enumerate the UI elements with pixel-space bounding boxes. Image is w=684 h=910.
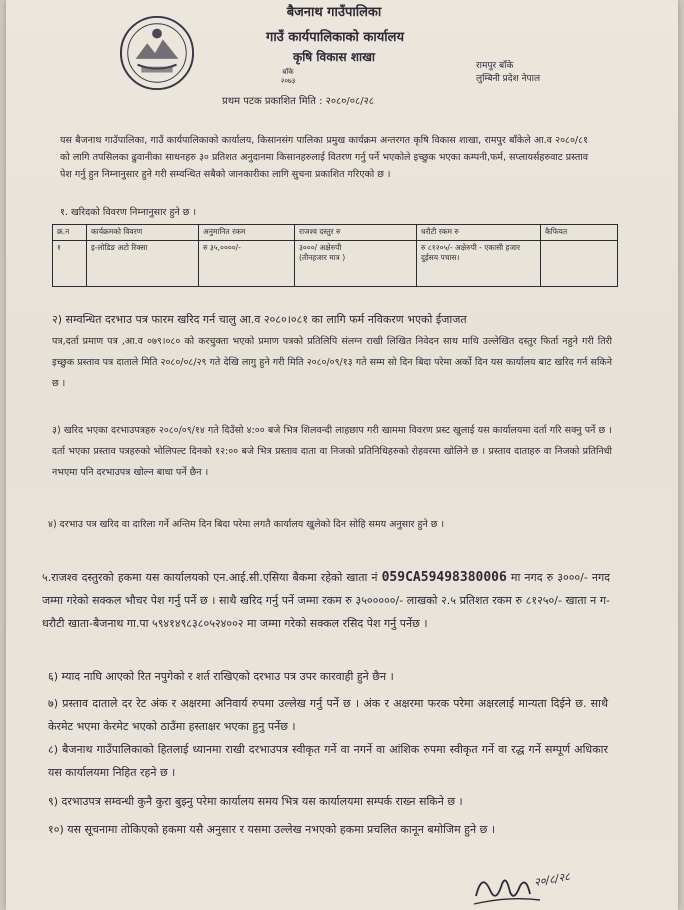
office-name: गाउँ कार्यपालिकाको कार्यालय bbox=[266, 30, 404, 45]
point-3: ३) खरिद भएका दरभाउपत्रहरु २०८०/०९/१४ गते दिउँसो ४:०० बजे भित्र शिलवन्दी लाहछाप गरी खाममा विवरण प्रस्ट खुलाई यस कार्यालयमा दर्ता गरि सक्नु पर्ने छ । दर्ता भएका प्रस्ताव पत्रहरुको भोलिपल्ट दिनको १२:०० बजे भित्र प्रस्ताव दाता वा निजको प्रतिनिधिहरुको रोहवरमा खोलिने छ । प्रस्ताव दाताहरु वा निजको प्रतिनिधी नभएमा पनि दरभाउपत्र खोल्न बाधा पर्ने छैन । bbox=[52, 425, 612, 478]
intro-paragraph: यस बैजनाथ गाउँपालिका, गाउँ कार्यपालिकाको कार्यालय, किसानसंग पालिका प्रमुख कार्यक्रम अन्तरगत कृषि विकास शाखा, रामपुर बाँकेले आ.व २०८०/८१ को लागि तपसिलका ढुवानीका साधनहरु ३० प्रतिशत अनुदानमा किसानहरुलाई वितरण गर्नु पर्ने भएकोले इच्छुक भएका कम्पनी,फर्म, सप्लायर्सहरुवाट प्रस्ताव पेश गर्नु हुन निम्नानुसार हुने गरी सम्वन्धित सबैको जानकारीका लागि सुचना प्रकाशित गरिएको छ । bbox=[60, 135, 588, 180]
fee-line1: ३०००/ अक्षेरुपी bbox=[299, 243, 342, 252]
table-cell-description: इ-लोडिङ अटो रिक्सा bbox=[87, 241, 199, 287]
table-cell-fee bbox=[295, 241, 417, 287]
table-cell-deposit: रु ८१२०५/- अक्षेरुपी - एकासी हजार दुईसय पचास। bbox=[417, 241, 541, 287]
address-line2: लुम्बिनी प्रदेश नेपाल bbox=[476, 74, 541, 84]
point-9: ९) दरभाउपत्र सम्वन्धी कुनै कुरा बुझ्नु परेमा कार्यालय समय भित्र यस कार्यालयमा सम्पर्क राख्न सकिने छ । bbox=[48, 795, 463, 808]
table-cell-amount: रु ३५,००००/- bbox=[199, 241, 295, 287]
municipality-emblem-icon bbox=[118, 14, 196, 92]
district-line1: बाँके bbox=[282, 68, 294, 76]
municipality-name: बैजनाथ गाउँपालिका bbox=[286, 5, 382, 20]
table-header: राजश्व दस्तुर रु bbox=[295, 225, 417, 241]
notice-page bbox=[6, 0, 678, 910]
point-5-body: मा नगद रु ३०००/- नगद जम्मा गरेको सक्कल भौचर पेश गर्नु पर्ने छ । साथै खरिद गर्नु पर्ने जम्मा रकम रु ३५०००००/- लाखको २.५ प्रतिशत रकम रु ८१२५०/- खाता न ग-धरौटी खाता-बैजनाथ गा.पा ५९४१४९८३८०५२४००२ मा जम्मा गरेको सक्कल रसिद पेश गर्नु पर्नेछ । bbox=[42, 571, 611, 630]
point-5 bbox=[42, 566, 610, 635]
point-1: १. खरिदको विवरण निम्नानुसार हुने छ । bbox=[60, 207, 197, 218]
table-header: क्र.न bbox=[53, 225, 87, 241]
table-cell-remarks bbox=[541, 241, 618, 287]
bank-account-number: 059CA59498380006 bbox=[381, 570, 507, 585]
office-address bbox=[476, 60, 540, 86]
point-5-lead: ५.राजश्व दस्तुरको हकमा यस कार्यालयको एन.आई.सी.एसिया बैकमा रहेको खाता नं bbox=[42, 571, 378, 584]
point-2 bbox=[52, 308, 612, 394]
point-6: ६) म्याद नाघि आएको रित नपुगेको र शर्त राखिएको दरभाउ पत्र उपर कारवाही हुने छैन । bbox=[48, 670, 394, 683]
branch-name: कृषि विकास शाखा bbox=[292, 50, 376, 64]
table-header: कैफियत bbox=[541, 225, 618, 241]
district-line2: २०७३ bbox=[280, 77, 296, 85]
point-8: ८) बैजनाथ गाउँपालिकाको हितलाई ध्यानमा राखी दरभाउपत्र स्वीकृत गर्ने वा नगर्ने वा आंशिक रुपमा स्वीकृत गर्ने वा रद्ध गर्ने सम्पूर्ण अधिकार यस कार्यालयमा निहित रहने छ । bbox=[48, 743, 608, 779]
district-label bbox=[268, 68, 308, 86]
table-cell-sn: १ bbox=[53, 241, 87, 287]
fee-line2: (तीनहजार मात्र ) bbox=[299, 253, 346, 262]
table-row bbox=[53, 241, 618, 287]
table-header-row bbox=[53, 225, 618, 241]
point-2-lead: २) सम्वन्धित दरभाउ पत्र फारम खरिद गर्न चालु आ.व २०८०।०८१ का लागि फर्म नविकरण भएको ईजाजत bbox=[52, 313, 467, 326]
table-header: धरौटी रकम रु bbox=[417, 225, 541, 241]
signature-date: २०/८/२८ bbox=[533, 869, 571, 890]
table-header: कार्यक्रमको विवरण bbox=[87, 225, 199, 241]
procurement-table bbox=[52, 224, 618, 287]
address-line1: रामपुर बाँके bbox=[476, 61, 514, 71]
publication-date: प्रथम पटक प्रकाशित मिति : २०८०/०८/२८ bbox=[222, 96, 374, 107]
point-2-body: पत्र,दर्ता प्रमाण पत्र ,आ.व ०७९।०८० को करचुक्ता भएको प्रमाण पत्रको प्रतिलिपि संलग्न राखी लिखित निवेदन साथ माथि उल्लेखित दस्तुर फिर्ता नहुने गरी तिरी इच्छुक प्रस्ताव पत्र दाताले मिति २०८०/०८/२९ गते देखि लागु हुने गरी मिति २०८०/०९/१३ गते सम्म सो दिन बिदा परेमा अर्को दिन यस कार्यालय बाट खरिद गर्न सकिने छ । bbox=[52, 336, 612, 389]
point-10: १०) यस सूचनामा तोकिएको हकमा यसै अनुसार र यसमा उल्लेख नभएको हकमा प्रचलित कानून बमोजिम हुने छ । bbox=[48, 823, 495, 836]
point-4: ४) दरभाउ पत्र खरिद वा दारिला गर्ने अन्तिम दिन बिदा परेमा लगतै कार्यालय खुलेको दिन सोहि समय अनुसार हुने छ । bbox=[48, 519, 445, 530]
table-header: अनुमानित रकम bbox=[199, 225, 295, 241]
point-7: ७) प्रस्ताव दाताले दर रेट अंक र अक्षरमा अनिवार्य रुपमा उल्लेख गर्नु पर्ने छ । अंक र अक्षरमा फरक परेमा अक्षरलाई मान्यता दिईने छ. साथै केरमेट भएमा केरमेट भएको ठाउँमा हस्ताक्षर भएका हुनु पर्नेछ । bbox=[48, 697, 608, 733]
